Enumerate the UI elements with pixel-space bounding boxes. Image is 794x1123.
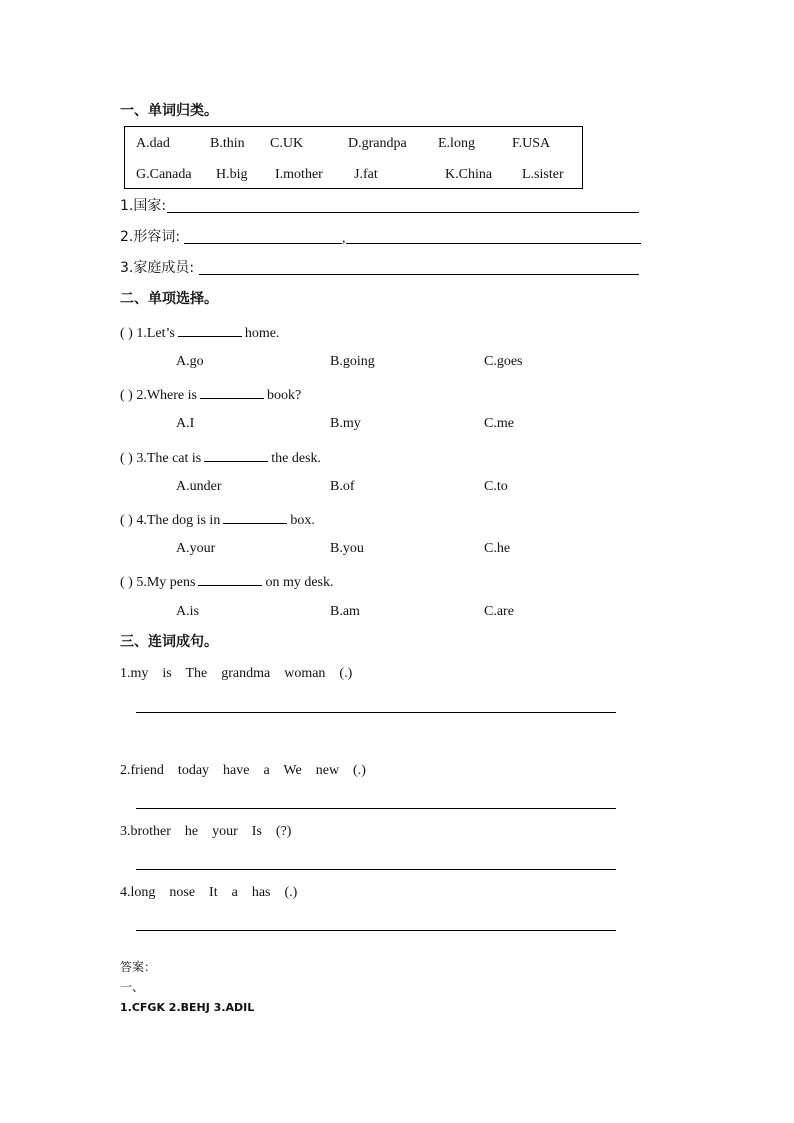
reorder-answer-line-1[interactable] [136, 712, 616, 713]
option-b: B.going [330, 354, 375, 369]
answer-paren[interactable]: ( ) [120, 513, 133, 528]
option-a: A.is [176, 604, 199, 619]
category-country-answer-line[interactable] [167, 212, 639, 213]
question-text-pre: 2.Where is [136, 388, 197, 403]
answers-section-label: 一、 [120, 980, 145, 994]
option-a: A.under [176, 479, 222, 494]
mc-question-4 [120, 511, 315, 528]
fill-blank[interactable] [178, 324, 242, 337]
word-item: K.China [445, 167, 493, 182]
question-text-pre: 4.The dog is in [136, 513, 221, 528]
word-item: I.mother [275, 167, 323, 182]
option-b: B.you [330, 541, 364, 556]
reorder-item-3: 3.brother he your Is (?) [120, 824, 292, 839]
reorder-answer-line-2[interactable] [136, 808, 616, 809]
section3-title: 三、连词成句。 [120, 634, 218, 650]
option-b: B.of [330, 479, 355, 494]
option-a: A.your [176, 541, 216, 556]
word-item: A.dad [136, 136, 170, 151]
question-text-post: the desk. [271, 451, 322, 466]
question-text-post: on my desk. [265, 575, 334, 590]
word-item: H.big [216, 167, 248, 182]
option-b: B.am [330, 604, 360, 619]
option-a: A.I [176, 416, 195, 431]
reorder-answer-line-4[interactable] [136, 930, 616, 931]
category-adjective-answer-line-2[interactable] [346, 243, 641, 244]
fill-blank[interactable] [198, 573, 262, 586]
fill-blank[interactable] [200, 386, 264, 399]
answer-paren[interactable]: ( ) [120, 388, 133, 403]
word-item: G.Canada [136, 167, 192, 182]
word-item: E.long [438, 136, 475, 151]
option-a: A.go [176, 354, 204, 369]
mc-question-3 [120, 449, 321, 466]
category-adjective-label: 2.形容词: [120, 229, 181, 245]
question-text-pre: 1.Let’s [136, 326, 175, 341]
fill-blank[interactable] [223, 511, 287, 524]
answer-paren[interactable]: ( ) [120, 451, 133, 466]
mc-question-2 [120, 386, 301, 403]
section1-title: 一、单词归类。 [120, 103, 218, 119]
word-item: L.sister [522, 167, 564, 182]
category-adjective-separator: , [342, 231, 346, 246]
section2-title: 二、单项选择。 [120, 291, 218, 307]
question-text-post: book? [266, 388, 302, 403]
answers-line: 1.CFGK 2.BEHJ 3.ADIL [120, 1001, 255, 1014]
option-b: B.my [330, 416, 361, 431]
question-text-pre: 5.My pens [136, 575, 196, 590]
category-family-label: 3.家庭成员: [120, 260, 195, 276]
word-item: F.USA [512, 136, 551, 151]
mc-question-1 [120, 324, 279, 341]
answer-paren[interactable]: ( ) [120, 326, 133, 341]
word-item: J.fat [354, 167, 378, 182]
reorder-item-4: 4.long nose It a has (.) [120, 885, 298, 900]
word-item: D.grandpa [348, 136, 407, 151]
fill-blank[interactable] [204, 449, 268, 462]
question-text-post: home. [244, 326, 280, 341]
option-c: C.to [484, 479, 508, 494]
option-c: C.me [484, 416, 514, 431]
answers-label: 答案： [120, 960, 157, 974]
question-text-post: box. [290, 513, 315, 528]
question-text-pre: 3.The cat is [136, 451, 202, 466]
category-country-label: 1.国家: [120, 198, 167, 214]
option-c: C.are [484, 604, 514, 619]
option-c: C.he [484, 541, 511, 556]
reorder-answer-line-3[interactable] [136, 869, 616, 870]
mc-question-5 [120, 573, 334, 590]
word-item: B.thin [210, 136, 245, 151]
reorder-item-2: 2.friend today have a We new (.) [120, 763, 366, 778]
category-adjective-answer-line[interactable] [184, 243, 342, 244]
category-family-answer-line[interactable] [199, 274, 639, 275]
word-item: C.UK [270, 136, 304, 151]
option-c: C.goes [484, 354, 523, 369]
answer-paren[interactable]: ( ) [120, 575, 133, 590]
reorder-item-1: 1.my is The grandma woman (.) [120, 666, 353, 681]
